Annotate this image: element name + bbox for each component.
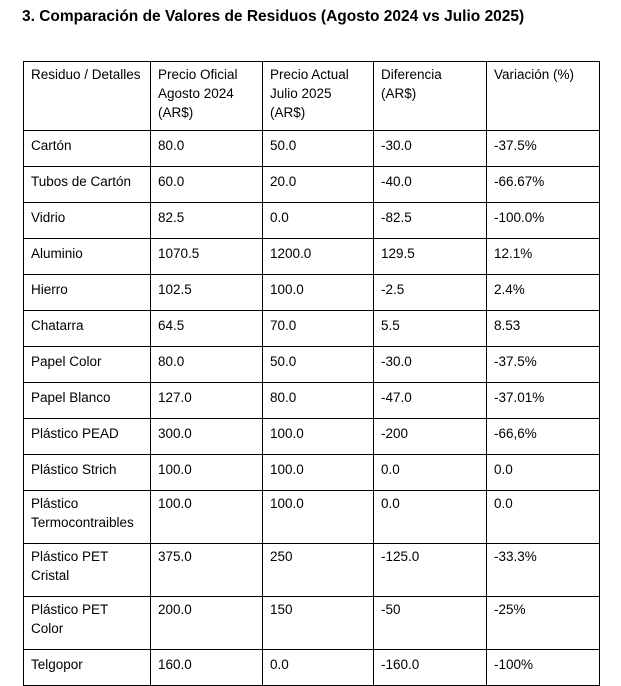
- cell-diferencia: -30.0: [374, 347, 487, 383]
- table-row: [24, 650, 600, 686]
- cell-diferencia: -50: [374, 597, 487, 650]
- cell-diferencia: -125.0: [374, 544, 487, 597]
- cell-precio-oficial: 375.0: [151, 544, 263, 597]
- cell-variacion: -66.67%: [487, 167, 600, 203]
- cell-precio-oficial: 200.0: [151, 597, 263, 650]
- cell-residuo: Aluminio: [24, 239, 151, 275]
- cell-residuo: Plástico Strich: [24, 455, 151, 491]
- cell-residuo: Hierro: [24, 275, 151, 311]
- cell-precio-actual: 50.0: [263, 131, 374, 167]
- cell-precio-oficial: 102.5: [151, 275, 263, 311]
- cell-diferencia: -200: [374, 419, 487, 455]
- cell-residuo: Tubos de Cartón: [24, 167, 151, 203]
- cell-variacion: 0.0: [487, 491, 600, 544]
- cell-precio-oficial: 100.0: [151, 491, 263, 544]
- cell-precio-oficial: 60.0: [151, 167, 263, 203]
- table-row: [24, 597, 600, 650]
- cell-residuo: Papel Blanco: [24, 383, 151, 419]
- cell-diferencia: -47.0: [374, 383, 487, 419]
- cell-variacion: -33.3%: [487, 544, 600, 597]
- table-header-row: [24, 62, 600, 131]
- table-row: [24, 491, 600, 544]
- table-row: [24, 203, 600, 239]
- cell-precio-oficial: 1070.5: [151, 239, 263, 275]
- cell-precio-actual: 70.0: [263, 311, 374, 347]
- header-variacion: Variación (%): [487, 62, 600, 131]
- cell-residuo: Chatarra: [24, 311, 151, 347]
- table-row: [24, 455, 600, 491]
- table-row: [24, 544, 600, 597]
- cell-precio-oficial: 160.0: [151, 650, 263, 686]
- cell-residuo: Cartón: [24, 131, 151, 167]
- table-row: [24, 239, 600, 275]
- table-row: [24, 275, 600, 311]
- cell-precio-actual: 100.0: [263, 419, 374, 455]
- cell-variacion: 0.0: [487, 455, 600, 491]
- table-row: [24, 167, 600, 203]
- cell-residuo: Plástico Termocontraibles: [24, 491, 151, 544]
- header-diferencia: Diferencia (AR$): [374, 62, 487, 131]
- header-precio-oficial: Precio Oficial Agosto 2024 (AR$): [151, 62, 263, 131]
- cell-precio-actual: 0.0: [263, 650, 374, 686]
- cell-precio-actual: 100.0: [263, 275, 374, 311]
- cell-variacion: -37.01%: [487, 383, 600, 419]
- cell-diferencia: 0.0: [374, 455, 487, 491]
- cell-residuo: Plástico PET Cristal: [24, 544, 151, 597]
- table-row: [24, 347, 600, 383]
- cell-precio-actual: 100.0: [263, 491, 374, 544]
- cell-precio-oficial: 127.0: [151, 383, 263, 419]
- cell-precio-oficial: 64.5: [151, 311, 263, 347]
- cell-residuo: Telgopor: [24, 650, 151, 686]
- cell-residuo: Papel Color: [24, 347, 151, 383]
- table-row: [24, 383, 600, 419]
- cell-precio-actual: 80.0: [263, 383, 374, 419]
- cell-variacion: -25%: [487, 597, 600, 650]
- cell-precio-actual: 250: [263, 544, 374, 597]
- cell-diferencia: 5.5: [374, 311, 487, 347]
- cell-precio-oficial: 100.0: [151, 455, 263, 491]
- cell-precio-oficial: 80.0: [151, 131, 263, 167]
- cell-variacion: -100.0%: [487, 203, 600, 239]
- table-row: [24, 131, 600, 167]
- cell-precio-oficial: 80.0: [151, 347, 263, 383]
- cell-diferencia: -30.0: [374, 131, 487, 167]
- cell-precio-actual: 20.0: [263, 167, 374, 203]
- table-row: [24, 419, 600, 455]
- cell-variacion: 2.4%: [487, 275, 600, 311]
- section-heading: 3. Comparación de Valores de Residuos (Agosto 2024 vs Julio 2025): [22, 8, 525, 25]
- header-residuo: Residuo / Detalles: [24, 62, 151, 131]
- cell-residuo: Vidrio: [24, 203, 151, 239]
- header-precio-actual: Precio Actual Julio 2025 (AR$): [263, 62, 374, 131]
- cell-diferencia: -40.0: [374, 167, 487, 203]
- cell-diferencia: -2.5: [374, 275, 487, 311]
- cell-diferencia: -160.0: [374, 650, 487, 686]
- cell-diferencia: -82.5: [374, 203, 487, 239]
- cell-variacion: -66,6%: [487, 419, 600, 455]
- cell-diferencia: 0.0: [374, 491, 487, 544]
- cell-variacion: 8.53: [487, 311, 600, 347]
- cell-residuo: Plástico PEAD: [24, 419, 151, 455]
- cell-variacion: 12.1%: [487, 239, 600, 275]
- cell-residuo: Plástico PET Color: [24, 597, 151, 650]
- cell-variacion: -37.5%: [487, 131, 600, 167]
- cell-precio-actual: 150: [263, 597, 374, 650]
- cell-precio-oficial: 300.0: [151, 419, 263, 455]
- cell-precio-actual: 100.0: [263, 455, 374, 491]
- cell-variacion: -100%: [487, 650, 600, 686]
- cell-diferencia: 129.5: [374, 239, 487, 275]
- waste-price-comparison-table: [23, 61, 600, 686]
- cell-precio-actual: 1200.0: [263, 239, 374, 275]
- cell-precio-actual: 0.0: [263, 203, 374, 239]
- cell-precio-actual: 50.0: [263, 347, 374, 383]
- table-row: [24, 311, 600, 347]
- cell-variacion: -37.5%: [487, 347, 600, 383]
- cell-precio-oficial: 82.5: [151, 203, 263, 239]
